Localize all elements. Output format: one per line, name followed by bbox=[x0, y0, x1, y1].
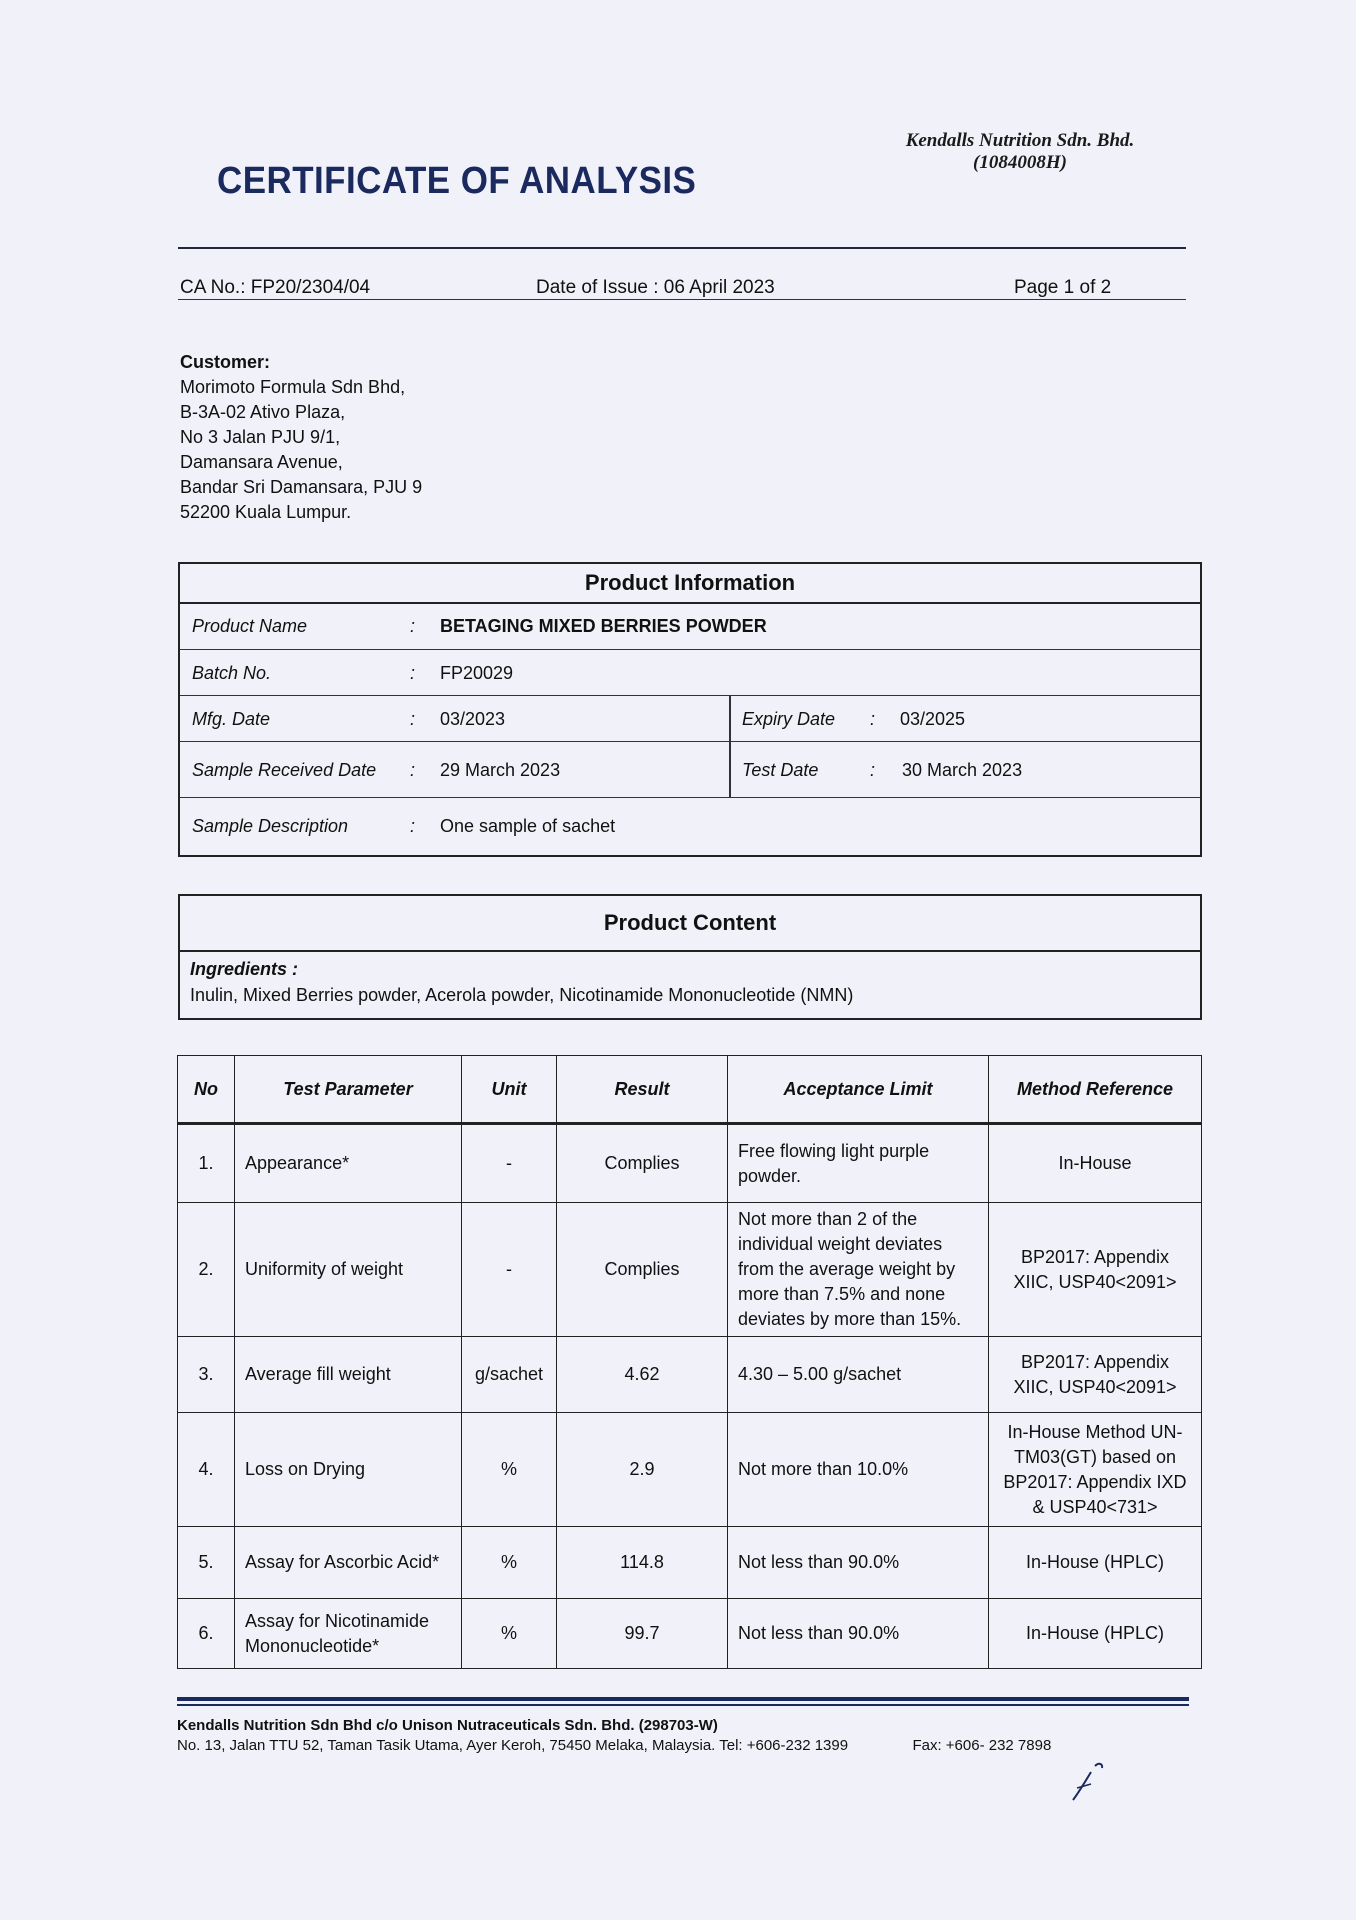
result: 4.62 bbox=[557, 1337, 728, 1413]
customer-line: Bandar Sri Damansara, PJU 9 bbox=[180, 477, 423, 497]
ingredients-value: Inulin, Mixed Berries powder, Acerola powder, Nicotinamide Mononucleotide (NMN) bbox=[190, 985, 854, 1005]
colon: : bbox=[410, 759, 416, 780]
customer-line: Morimoto Formula Sdn Bhd, bbox=[180, 377, 406, 397]
sample-description-row bbox=[180, 797, 1200, 854]
footer-fax: Fax: +606- 232 7898 bbox=[912, 1737, 1052, 1754]
row-number: 4. bbox=[178, 1413, 235, 1527]
table-row bbox=[178, 1124, 1202, 1203]
colon: : bbox=[410, 616, 416, 636]
customer-block bbox=[180, 350, 422, 525]
table-row bbox=[178, 1337, 1202, 1413]
sample-dates-row bbox=[180, 741, 1200, 798]
test-parameter: Appearance* bbox=[235, 1124, 462, 1203]
test-date-label: Test Date bbox=[742, 759, 819, 780]
row-number: 6. bbox=[178, 1599, 235, 1669]
product-information-box bbox=[178, 562, 1202, 857]
customer-line: No 3 Jalan PJU 9/1, bbox=[180, 427, 341, 447]
product-name-row bbox=[180, 604, 1200, 649]
column-header: Method Reference bbox=[989, 1056, 1202, 1124]
footer bbox=[177, 1716, 1051, 1756]
method-reference: BP2017: Appendix XIIC, USP40<2091> bbox=[989, 1337, 1202, 1413]
test-parameter: Uniformity of weight bbox=[235, 1203, 462, 1337]
method-reference: In-House bbox=[989, 1124, 1202, 1203]
column-divider bbox=[729, 695, 731, 797]
customer-line: Damansara Avenue, bbox=[180, 452, 343, 472]
customer-line: B-3A-02 Ativo Plaza, bbox=[180, 402, 346, 422]
unit: % bbox=[462, 1413, 557, 1527]
test-parameter: Assay for Nicotinamide Mononucleotide* bbox=[235, 1599, 462, 1669]
ingredients-label: Ingredients : bbox=[190, 959, 299, 979]
result: 114.8 bbox=[557, 1527, 728, 1599]
expiry-date-label: Expiry Date bbox=[742, 708, 836, 729]
column-header: Result bbox=[557, 1056, 728, 1124]
batch-label: Batch No. bbox=[192, 662, 272, 683]
column-header: Unit bbox=[462, 1056, 557, 1124]
method-reference: In-House (HPLC) bbox=[989, 1527, 1202, 1599]
column-header: Acceptance Limit bbox=[728, 1056, 989, 1124]
product-name-label: Product Name bbox=[192, 616, 308, 636]
initials-mark bbox=[1065, 1758, 1115, 1808]
test-parameter: Loss on Drying bbox=[235, 1413, 462, 1527]
footer-divider bbox=[177, 1697, 1189, 1701]
unit: % bbox=[462, 1527, 557, 1599]
batch-value: FP20029 bbox=[440, 662, 514, 683]
footer-company: Kendalls Nutrition Sdn Bhd c/o Unison Nutraceuticals Sdn. Bhd. (298703-W) bbox=[177, 1717, 718, 1734]
test-parameter: Average fill weight bbox=[235, 1337, 462, 1413]
unit: - bbox=[462, 1203, 557, 1337]
header-divider bbox=[178, 247, 1186, 249]
colon: : bbox=[870, 759, 876, 780]
row-number: 2. bbox=[178, 1203, 235, 1337]
company-registration: (1084008H) bbox=[973, 152, 1067, 173]
result: Complies bbox=[557, 1203, 728, 1337]
column-header: Test Parameter bbox=[235, 1056, 462, 1124]
acceptance-limit: Not more than 2 of the individual weight deviates from the average weight by more than 7.5% and none deviates by more than 15%. bbox=[728, 1203, 989, 1337]
product-content-box bbox=[178, 894, 1202, 1020]
result: Complies bbox=[557, 1124, 728, 1203]
dates-row bbox=[180, 695, 1200, 742]
ca-number: CA No.: FP20/2304/04 bbox=[180, 277, 371, 298]
footer-address: No. 13, Jalan TTU 52, Taman Tasik Utama, Ayer Keroh, 75450 Melaka, Malaysia. Tel: +606-232 1399 bbox=[177, 1737, 849, 1754]
unit: g/sachet bbox=[462, 1337, 557, 1413]
company-block bbox=[870, 130, 1170, 174]
acceptance-limit: Free flowing light purple powder. bbox=[728, 1124, 989, 1203]
sample-description-label: Sample Description bbox=[192, 815, 349, 836]
ingredients-block bbox=[190, 956, 853, 1008]
expiry-date-value: 03/2025 bbox=[900, 708, 966, 729]
sample-description-value: One sample of sachet bbox=[440, 815, 616, 836]
product-information-heading: Product Information bbox=[180, 564, 1200, 604]
footer-contact bbox=[177, 1736, 1051, 1756]
result: 2.9 bbox=[557, 1413, 728, 1527]
test-parameter: Assay for Ascorbic Acid* bbox=[235, 1527, 462, 1599]
unit: - bbox=[462, 1124, 557, 1203]
acceptance-limit: Not less than 90.0% bbox=[728, 1599, 989, 1669]
colon: : bbox=[410, 708, 416, 729]
row-number: 3. bbox=[178, 1337, 235, 1413]
table-row bbox=[178, 1203, 1202, 1337]
acceptance-limit: Not less than 90.0% bbox=[728, 1527, 989, 1599]
colon: : bbox=[410, 815, 416, 836]
batch-row bbox=[180, 649, 1200, 696]
method-reference: In-House Method UN-TM03(GT) based on BP2017: Appendix IXD & USP40<731> bbox=[989, 1413, 1202, 1527]
product-content-heading: Product Content bbox=[180, 896, 1200, 952]
test-date-value: 30 March 2023 bbox=[902, 759, 1023, 780]
method-reference: BP2017: Appendix XIIC, USP40<2091> bbox=[989, 1203, 1202, 1337]
product-name-value: BETAGING MIXED BERRIES POWDER bbox=[440, 616, 767, 636]
company-name: Kendalls Nutrition Sdn. Bhd. bbox=[905, 130, 1135, 151]
document-meta-row bbox=[178, 277, 1186, 300]
row-number: 5. bbox=[178, 1527, 235, 1599]
method-reference: In-House (HPLC) bbox=[989, 1599, 1202, 1669]
result: 99.7 bbox=[557, 1599, 728, 1669]
acceptance-limit: 4.30 – 5.00 g/sachet bbox=[728, 1337, 989, 1413]
sample-received-label: Sample Received Date bbox=[192, 759, 377, 780]
sample-received-value: 29 March 2023 bbox=[440, 759, 561, 780]
document-title: CERTIFICATE OF ANALYSIS bbox=[217, 160, 697, 202]
column-header: No bbox=[178, 1056, 235, 1124]
row-number: 1. bbox=[178, 1124, 235, 1203]
customer-line: 52200 Kuala Lumpur. bbox=[180, 502, 352, 522]
mfg-date-value: 03/2023 bbox=[440, 708, 506, 729]
footer-divider-thin bbox=[177, 1704, 1189, 1706]
colon: : bbox=[410, 662, 416, 683]
table-header-row bbox=[178, 1056, 1202, 1124]
table-row bbox=[178, 1599, 1202, 1669]
test-results-table bbox=[177, 1055, 1202, 1669]
page-number: Page 1 of 2 bbox=[1014, 277, 1112, 298]
customer-label: Customer: bbox=[180, 352, 271, 372]
colon: : bbox=[870, 708, 876, 729]
table-row bbox=[178, 1527, 1202, 1599]
mfg-date-label: Mfg. Date bbox=[192, 708, 271, 729]
table-row bbox=[178, 1413, 1202, 1527]
acceptance-limit: Not more than 10.0% bbox=[728, 1413, 989, 1527]
date-of-issue: Date of Issue : 06 April 2023 bbox=[536, 277, 775, 298]
unit: % bbox=[462, 1599, 557, 1669]
